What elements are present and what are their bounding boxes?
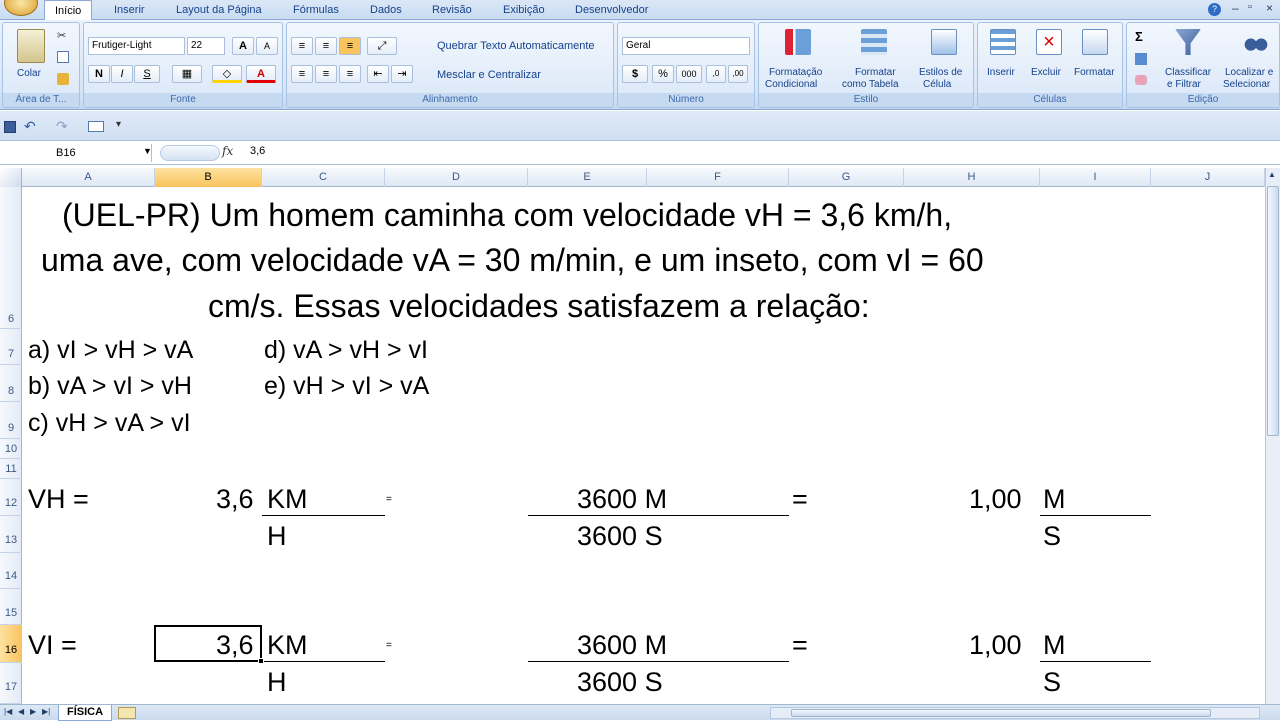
vi-label[interactable]: VI = [28,630,77,660]
column-header-b[interactable]: B [155,168,262,187]
align-middle-button[interactable]: ≡ [315,37,337,55]
vi-fraction-line [262,661,385,662]
column-header-a[interactable]: A [22,168,155,187]
sort-filter-icon[interactable] [1175,29,1201,55]
thousands-button[interactable]: 000 [676,65,702,83]
font-name-combo[interactable]: Frutiger-Light [88,37,185,55]
shrink-font-button[interactable]: A [256,37,278,55]
tab-inserir[interactable]: Inserir [114,4,145,16]
autosum-icon[interactable]: Σ [1135,29,1143,44]
option-b[interactable]: b) vA > vI > vH [28,372,192,400]
row-header-11[interactable]: 11 [0,459,22,479]
last-sheet-icon[interactable]: ▶| [42,707,51,716]
italic-button[interactable]: I [111,65,133,83]
vh-mid-denominator[interactable]: 3600 S [577,521,663,551]
option-c[interactable]: c) vH > vA > vI [28,409,191,437]
option-a[interactable]: a) vI > vH > vA [28,336,194,364]
borders-button[interactable]: ▦ [172,65,202,83]
vh-mid-numerator[interactable]: 3600 M [577,484,668,514]
fill-icon[interactable] [1135,53,1147,65]
formula-bar [0,141,1280,165]
format-cells-icon[interactable] [1082,29,1108,55]
active-cell-border [154,625,262,662]
horizontal-scrollbar[interactable] [770,707,1260,719]
align-top-button[interactable]: ≡ [291,37,313,55]
row-header-15[interactable]: 15 [0,589,22,625]
fill-color-button[interactable]: ◇ [212,65,242,83]
help-icon[interactable]: ? [1208,3,1221,16]
vi-result-fraction-line [1040,661,1151,662]
cell-styles-label2: Célula [923,79,952,90]
vi-denominator-unit[interactable]: H [267,667,287,697]
vertical-scrollbar[interactable] [1265,168,1280,704]
format-cells-button[interactable]: Formatar [1074,67,1115,78]
merge-center-button[interactable]: Mesclar e Centralizar [437,69,541,81]
align-bottom-button[interactable]: ≡ [339,37,361,55]
sort-filter-button[interactable]: Classificar [1165,67,1212,78]
scroll-up-icon[interactable]: ▲ [1268,170,1276,179]
percent-button[interactable]: % [652,65,674,83]
clipboard-group-label: Área de T... [3,93,79,107]
column-header-c[interactable]: C [262,168,385,187]
align-center-button[interactable]: ≡ [315,65,337,83]
option-e[interactable]: e) vH > vI > vA [264,372,430,400]
format-table-icon[interactable] [861,29,887,55]
option-d[interactable]: d) vA > vH > vI [264,336,428,364]
underline-button[interactable]: S [134,65,160,83]
font-color-button[interactable]: A [246,65,276,83]
insert-sheet-icon[interactable] [118,707,136,719]
column-header-f[interactable]: F [647,168,789,187]
row-header-7[interactable]: 7 [0,329,22,365]
alignment-group [286,22,614,108]
vh-value[interactable]: 3,6 [216,484,254,514]
vi-equals[interactable]: = [792,630,808,660]
row-header-8[interactable]: 8 [0,365,22,402]
next-sheet-icon[interactable]: ▶ [30,707,37,716]
delete-cells-button[interactable]: Excluir [1031,67,1062,78]
cells-group-label: Células [978,93,1122,107]
vh-result-fraction-line [1040,515,1151,516]
vi-equals-small[interactable]: = [386,640,392,651]
column-headers [0,168,1280,187]
select-all-button[interactable] [0,168,22,187]
ribbon-tab-bar [0,0,1280,20]
column-header-g[interactable]: G [789,168,904,187]
ribbon [0,20,1280,110]
tab-desenvolvedor[interactable]: Desenvolvedor [575,4,649,16]
editing-group [1126,22,1280,108]
grow-font-button[interactable]: A [232,37,254,55]
name-box[interactable]: B16 [2,144,152,162]
vi-value[interactable]: 3,6 [216,630,254,660]
horizontal-scroll-thumb[interactable] [791,709,1211,717]
insert-function-icon[interactable]: fx [222,144,234,158]
restore-icon[interactable]: ▫ [1248,1,1252,13]
cell-styles-button[interactable]: Estilos de [919,67,963,78]
currency-button[interactable]: $ [622,65,648,83]
row-header-10[interactable]: 10 [0,439,22,459]
delete-cells-icon[interactable]: × [1036,29,1062,55]
row-header-6[interactable]: 6 [0,187,22,329]
expand-formula-icon[interactable] [160,145,220,161]
row-header-16[interactable]: 16 [0,625,22,663]
customize-qat-icon[interactable]: ▾ [116,119,122,130]
vh-equals-small[interactable]: = [386,494,392,505]
clear-icon[interactable] [1135,75,1147,85]
vh-mid-fraction-line [528,515,789,516]
minimize-icon[interactable]: – [1232,1,1239,15]
find-select-icon[interactable] [1243,29,1269,55]
copy-icon[interactable] [57,51,69,63]
tab-exibicao[interactable]: Exibição [503,4,545,16]
vh-numerator-unit[interactable]: KM [267,484,308,514]
row-headers [0,187,22,704]
conditional-format-button[interactable]: Formatação [769,67,823,78]
bold-button[interactable]: N [88,65,110,83]
tab-layout[interactable]: Layout da Página [176,4,262,16]
vh-label[interactable]: VH = [28,484,89,514]
question-line-3[interactable]: cm/s. Essas velocidades satisfazem a relação: [208,288,870,324]
undo-icon[interactable]: ↶ [24,118,36,134]
number-group [617,22,755,108]
row-header-17[interactable]: 17 [0,663,22,704]
vi-numerator-unit[interactable]: KM [267,630,308,660]
sort-filter-label2: e Filtrar [1167,79,1201,90]
vi-result[interactable]: 1,00 [969,630,1022,660]
column-header-j[interactable]: J [1151,168,1265,187]
vi-mid-denominator[interactable]: 3600 S [577,667,663,697]
vi-mid-fraction-line [528,661,789,662]
font-group [83,22,283,108]
cell-styles-icon[interactable] [931,29,957,55]
paste-icon[interactable] [17,29,45,63]
increase-indent-button[interactable]: ⇥ [391,65,413,83]
prev-sheet-icon[interactable]: ◀ [18,707,25,716]
row-header-14[interactable]: 14 [0,553,22,589]
vh-result-denominator[interactable]: S [1043,521,1062,551]
find-select-label2: Selecionar [1223,79,1271,90]
number-format-combo[interactable]: Geral [622,37,750,55]
question-line-1[interactable]: (UEL-PR) Um homem caminha com velocidade vH = 3,6 km/h, [62,197,953,233]
vh-result-unit[interactable]: M [1043,484,1066,514]
format-table-button[interactable]: Formatar [855,67,896,78]
vh-result[interactable]: 1,00 [969,484,1022,514]
save-icon[interactable] [4,121,16,133]
question-line-2[interactable]: uma ave, com velocidade vA = 30 m/min, e um inseto, com vI = 60 [41,242,984,278]
decrease-decimal-button[interactable]: ,00 [728,65,748,83]
first-sheet-icon[interactable]: |◀ [4,707,13,716]
clipboard-group [2,22,80,108]
vi-mid-numerator[interactable]: 3600 M [577,630,668,660]
paste-button[interactable]: Colar [17,68,41,79]
vi-result-denominator[interactable]: S [1043,667,1062,697]
increase-decimal-button[interactable]: ,0 [706,65,726,83]
tab-dados[interactable]: Dados [370,4,402,16]
find-select-button[interactable]: Localizar e [1225,67,1274,78]
form-icon[interactable] [88,121,104,132]
font-group-label: Fonte [84,93,282,107]
insert-cells-button[interactable]: Inserir [987,67,1015,78]
vh-denominator-unit[interactable]: H [267,521,287,551]
vertical-scroll-thumb[interactable] [1267,186,1279,436]
office-button[interactable] [4,0,38,16]
styles-group [758,22,974,108]
sheet-tab-bar [0,704,1280,720]
styles-group-label: Estilo [759,93,973,107]
decrease-indent-button[interactable]: ⇤ [367,65,389,83]
tab-inicio[interactable]: Início [44,0,92,21]
vh-equals[interactable]: = [792,484,808,514]
number-group-label: Número [618,93,754,107]
sheet-tab-fisica[interactable]: FÍSICA [58,705,112,721]
format-painter-icon[interactable] [57,73,69,85]
wrap-text-button[interactable]: Quebrar Texto Automaticamente [437,40,595,52]
name-box-dropdown-icon[interactable]: ▼ [143,146,152,156]
row-header-12[interactable]: 12 [0,479,22,516]
editing-group-label: Edição [1127,93,1279,107]
vi-result-unit[interactable]: M [1043,630,1066,660]
close-icon[interactable]: × [1266,1,1274,15]
row-header-13[interactable]: 13 [0,516,22,553]
cells-group [977,22,1123,108]
redo-icon[interactable]: ↷ [56,118,68,134]
conditional-format-icon[interactable] [785,29,811,55]
fill-handle[interactable] [258,658,264,664]
align-right-button[interactable]: ≡ [339,65,361,83]
row-header-9[interactable]: 9 [0,402,22,439]
format-table-label2: como Tabela [842,79,899,90]
cut-icon[interactable]: ✂ [57,30,67,42]
orientation-button[interactable]: ⤢ [367,37,397,55]
column-header-e[interactable]: E [528,168,647,187]
alignment-group-label: Alinhamento [287,93,613,107]
quick-access-toolbar [0,111,1280,141]
vh-fraction-line [262,515,385,516]
tab-formulas[interactable]: Fórmulas [293,4,339,16]
align-left-button[interactable]: ≡ [291,65,313,83]
font-size-combo[interactable]: 22 [187,37,225,55]
column-header-d[interactable]: D [385,168,528,187]
column-header-i[interactable]: I [1040,168,1151,187]
tab-revisao[interactable]: Revisão [432,4,472,16]
insert-cells-icon[interactable] [990,29,1016,55]
formula-input[interactable]: 3,6 [250,145,266,157]
conditional-format-label2: Condicional [765,79,818,90]
column-header-h[interactable]: H [904,168,1040,187]
